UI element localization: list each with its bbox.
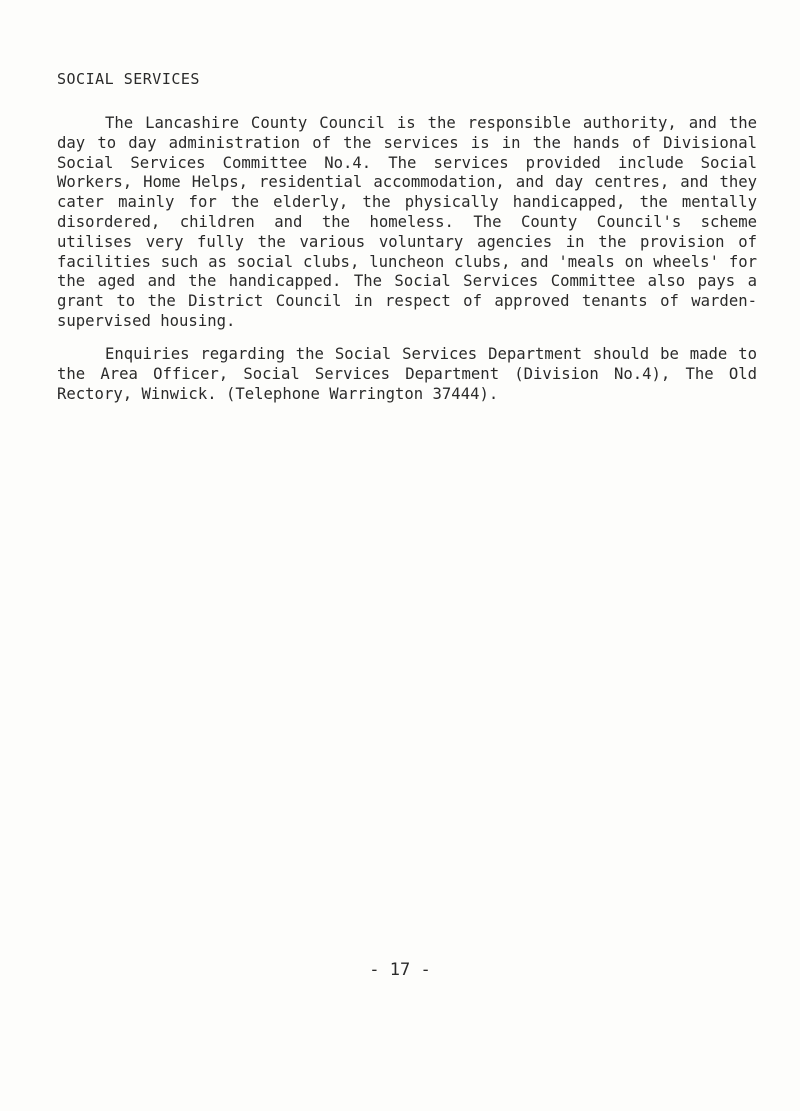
paragraph-services: The Lancashire County Council is the responsible authority, and the day to day administration of the services is in the hands of Divisional Social Services Committee No.4. The services provided include Social Workers, Home Helps, residential accommodation, and day centres, and they cater mainly for the elderly, the physically handicapped, the mentally disordered, children and the homeless. The County Council's scheme utilises very fully the various voluntary agencies in the provision of facilities such as social clubs, luncheon clubs, and 'meals on wheels' for the aged and the handicapped. The Social Services Committee also pays a grant to the District Council in respect of approved tenants of warden-supervised housing. [57, 114, 757, 330]
paragraph-enquiries: Enquiries regarding the Social Services Department should be made to the Area Officer, Social Services Department (Division No.4), The Old Rectory, Winwick. (Telephone Warrington 37444). [57, 345, 757, 403]
section-heading: SOCIAL SERVICES [57, 70, 200, 88]
page-number: - 17 - [369, 960, 431, 980]
